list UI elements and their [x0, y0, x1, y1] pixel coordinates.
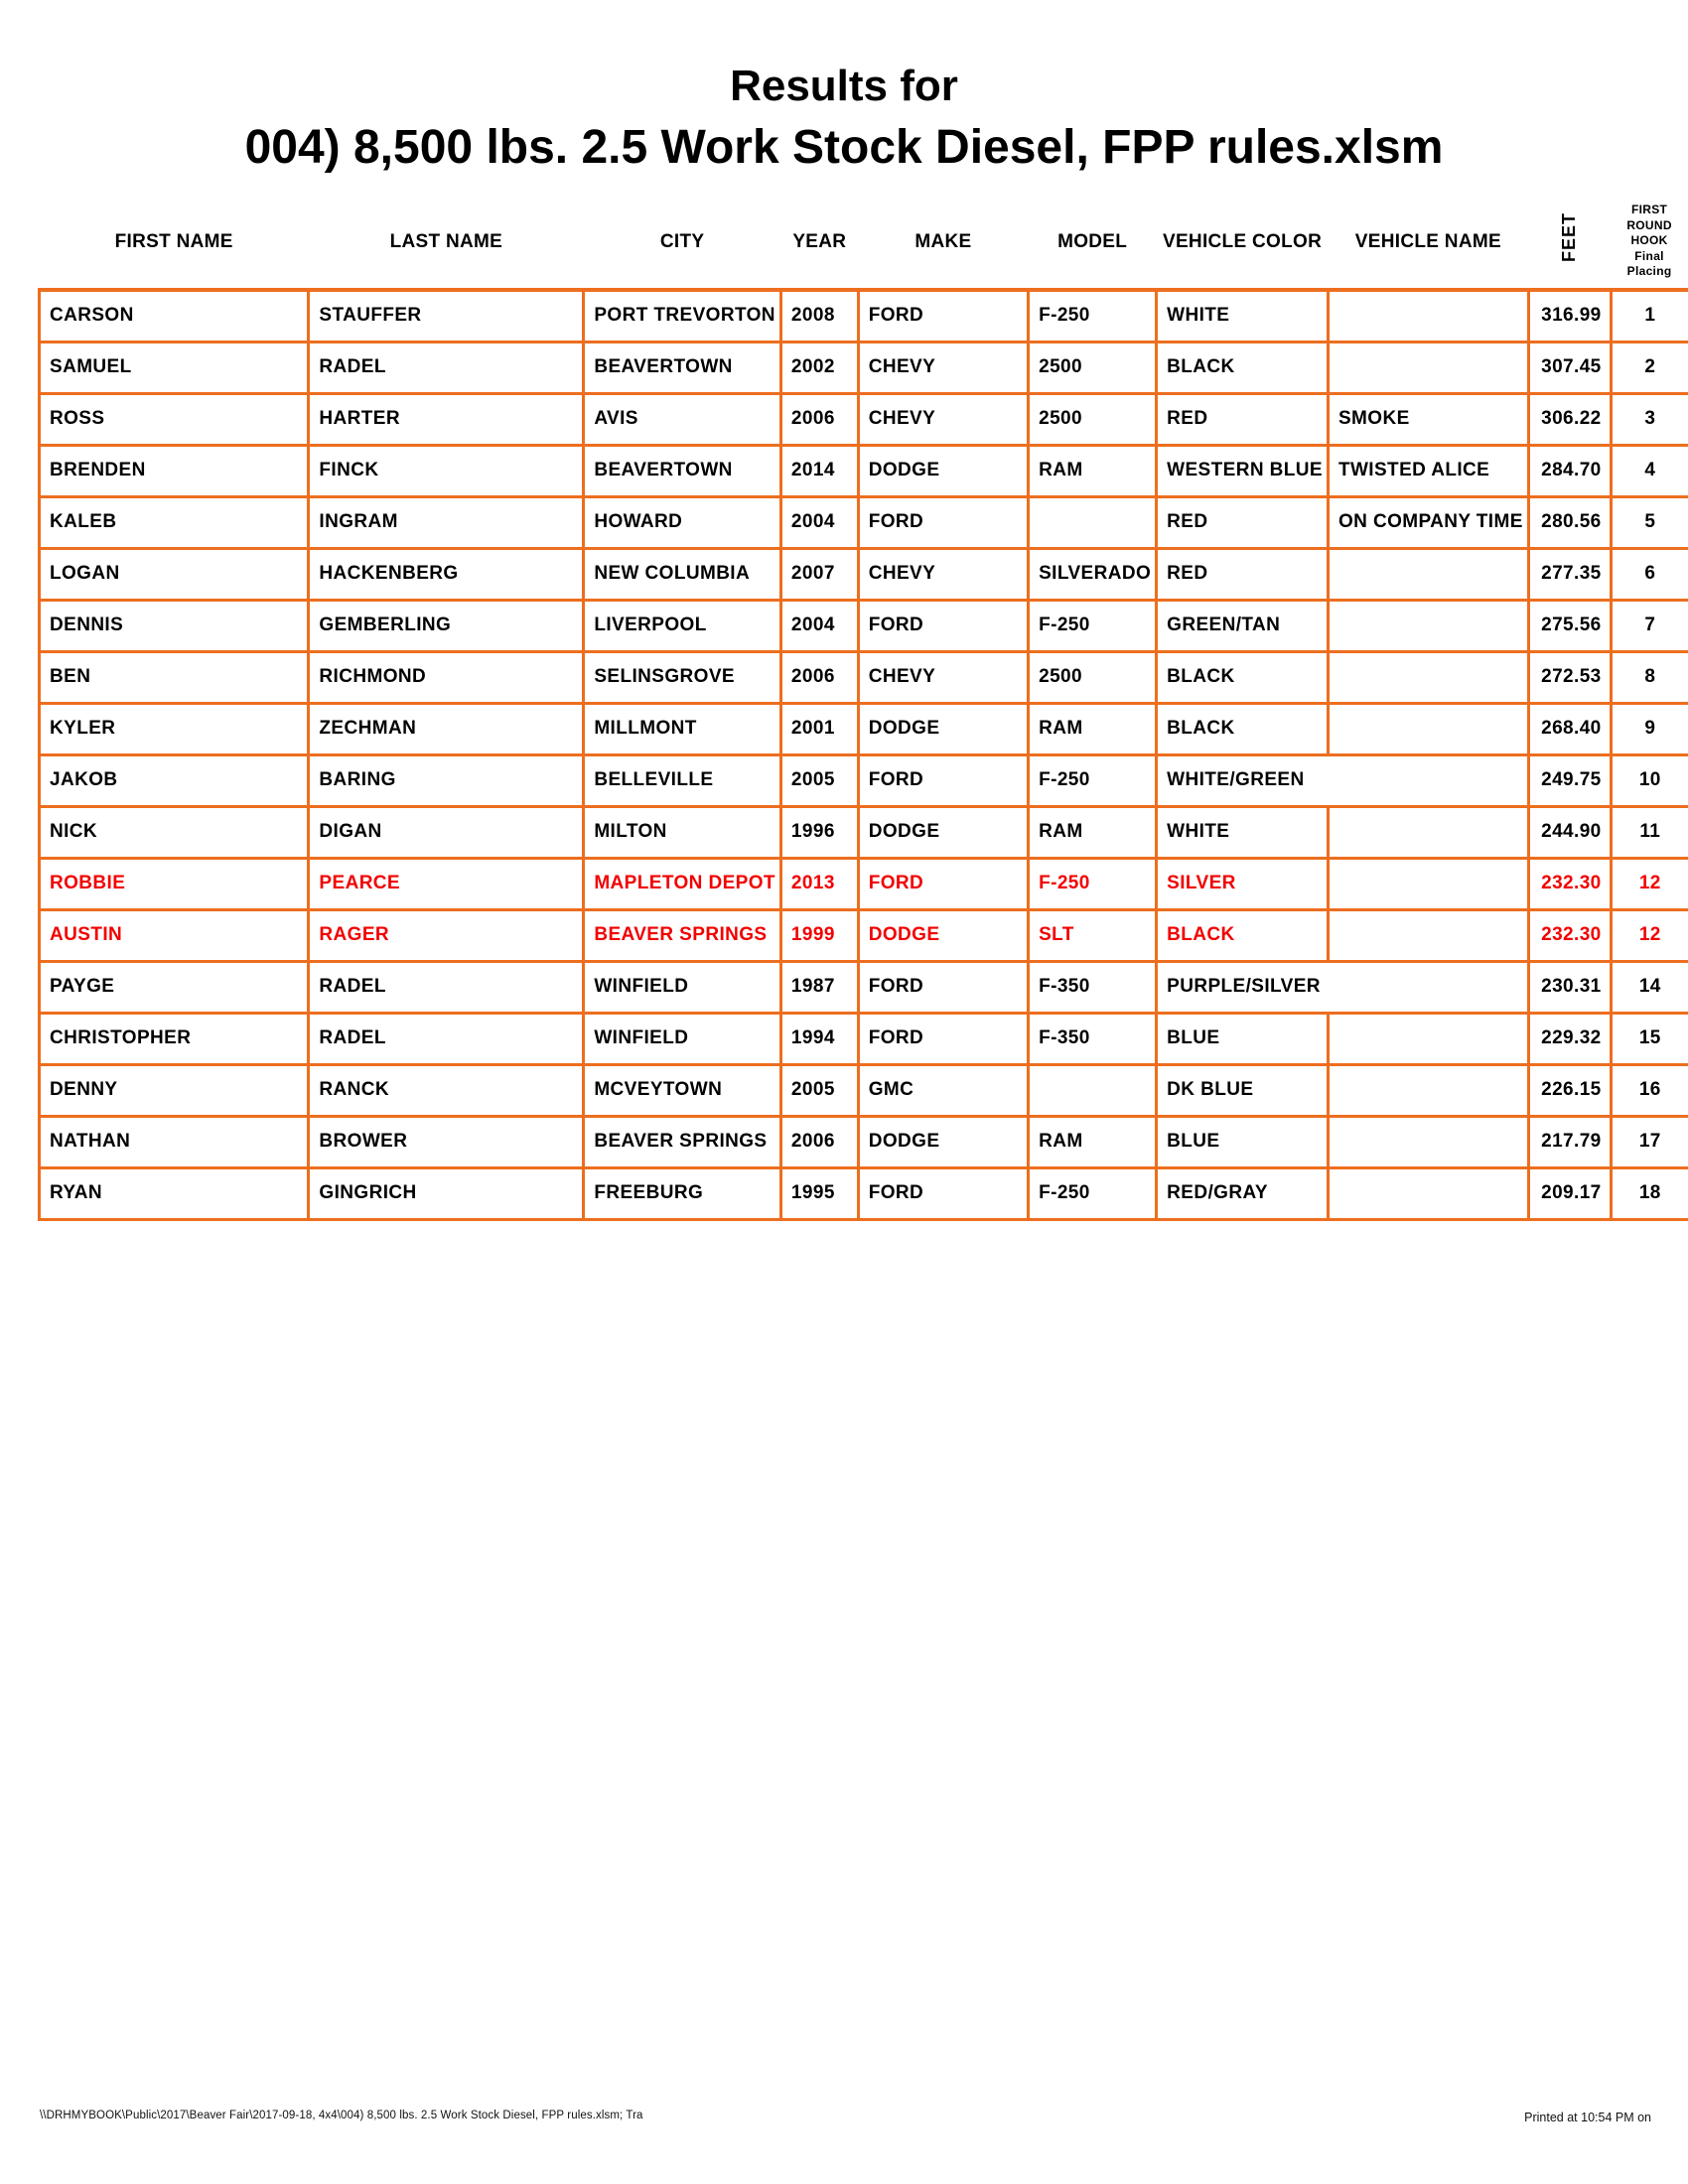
table-row: [40, 445, 1688, 496]
cell-year: 1994: [780, 1013, 858, 1064]
cell-last-name: ZECHMAN: [309, 703, 584, 754]
cell-last-name: HACKENBERG: [309, 548, 584, 600]
cell-vehicle-name: [1328, 909, 1528, 961]
cell-feet: 275.56: [1528, 600, 1611, 651]
cell-vehicle-name: [1328, 1116, 1528, 1167]
cell-model: F-250: [1029, 600, 1157, 651]
hook-header-line: ROUND: [1626, 217, 1672, 232]
cell-feet: 306.22: [1528, 393, 1611, 445]
cell-year: 2006: [780, 1116, 858, 1167]
column-header-make: MAKE: [914, 230, 972, 252]
cell-vehicle-name: [1328, 548, 1528, 600]
cell-model: RAM: [1029, 703, 1157, 754]
cell-model: F-350: [1029, 961, 1157, 1013]
cell-last-name: RADEL: [309, 1013, 584, 1064]
results-table: [38, 195, 1688, 1221]
cell-last-name: RADEL: [309, 961, 584, 1013]
cell-make: FORD: [858, 1013, 1028, 1064]
cell-feet: 217.79: [1528, 1116, 1611, 1167]
cell-vehicle-name: [1328, 1064, 1528, 1116]
cell-last-name: GEMBERLING: [309, 600, 584, 651]
cell-feet: 244.90: [1528, 806, 1611, 858]
cell-placing: 2: [1611, 341, 1688, 393]
cell-city: BEAVERTOWN: [584, 445, 781, 496]
cell-vehicle-color: BLACK: [1157, 703, 1329, 754]
cell-make: FORD: [858, 754, 1028, 806]
cell-model: 2500: [1029, 341, 1157, 393]
cell-year: 2001: [780, 703, 858, 754]
cell-year: 1996: [780, 806, 858, 858]
cell-first-name: PAYGE: [40, 961, 309, 1013]
page-title: Results for: [730, 62, 958, 110]
cell-model: F-350: [1029, 1013, 1157, 1064]
column-header-first-name: FIRST NAME: [114, 230, 233, 252]
table-row: [40, 703, 1688, 754]
cell-model: SILVERADO: [1029, 548, 1157, 600]
cell-make: DODGE: [858, 806, 1028, 858]
column-header-feet: [1528, 195, 1611, 290]
cell-last-name: RICHMOND: [309, 651, 584, 703]
cell-make: DODGE: [858, 445, 1028, 496]
table-row: [40, 548, 1688, 600]
hook-header-line: Final: [1634, 248, 1664, 263]
cell-vehicle-color: WHITE/GREEN: [1157, 754, 1529, 806]
cell-first-name: ROBBIE: [40, 858, 309, 909]
cell-first-name: KALEB: [40, 496, 309, 548]
cell-first-name: JAKOB: [40, 754, 309, 806]
cell-vehicle-name: TWISTED ALICE: [1328, 445, 1528, 496]
cell-placing: 12: [1611, 909, 1688, 961]
table-row: [40, 754, 1688, 806]
cell-model: SLT: [1029, 909, 1157, 961]
cell-city: MCVEYTOWN: [584, 1064, 781, 1116]
cell-make: CHEVY: [858, 548, 1028, 600]
cell-make: FORD: [858, 600, 1028, 651]
cell-year: 2004: [780, 496, 858, 548]
cell-first-name: RYAN: [40, 1167, 309, 1219]
cell-year: 2008: [780, 290, 858, 341]
cell-placing: 9: [1611, 703, 1688, 754]
cell-placing: 3: [1611, 393, 1688, 445]
cell-year: 2002: [780, 341, 858, 393]
cell-vehicle-name: [1328, 858, 1528, 909]
cell-last-name: RANCK: [309, 1064, 584, 1116]
cell-first-name: DENNIS: [40, 600, 309, 651]
results-table-container: [38, 195, 1688, 1221]
table-row: [40, 1064, 1688, 1116]
cell-vehicle-color: BLACK: [1157, 909, 1329, 961]
cell-first-name: BEN: [40, 651, 309, 703]
cell-placing: 1: [1611, 290, 1688, 341]
cell-year: 2005: [780, 1064, 858, 1116]
hook-header-line: HOOK: [1630, 233, 1668, 248]
cell-city: WINFIELD: [584, 1013, 781, 1064]
cell-placing: 7: [1611, 600, 1688, 651]
cell-placing: 12: [1611, 858, 1688, 909]
page-subtitle: 004) 8,500 lbs. 2.5 Work Stock Diesel, FPP rules.xlsm: [244, 121, 1444, 174]
cell-city: BEAVER SPRINGS: [584, 1116, 781, 1167]
cell-year: 2004: [780, 600, 858, 651]
cell-vehicle-name: [1328, 651, 1528, 703]
cell-make: FORD: [858, 961, 1028, 1013]
cell-vehicle-color: RED: [1157, 393, 1329, 445]
cell-city: MILLMONT: [584, 703, 781, 754]
table-row: [40, 496, 1688, 548]
cell-last-name: FINCK: [309, 445, 584, 496]
cell-make: DODGE: [858, 1116, 1028, 1167]
results-table-body: [40, 290, 1688, 1219]
table-row: [40, 961, 1688, 1013]
cell-vehicle-color: WESTERN BLUE: [1157, 445, 1329, 496]
column-header-city: CITY: [659, 230, 705, 252]
cell-last-name: RAGER: [309, 909, 584, 961]
cell-city: BEAVERTOWN: [584, 341, 781, 393]
cell-last-name: BROWER: [309, 1116, 584, 1167]
cell-feet: 232.30: [1528, 909, 1611, 961]
cell-model: [1029, 1064, 1157, 1116]
cell-feet: 277.35: [1528, 548, 1611, 600]
cell-first-name: ROSS: [40, 393, 309, 445]
cell-first-name: DENNY: [40, 1064, 309, 1116]
cell-placing: 10: [1611, 754, 1688, 806]
column-header-vehicle-color: VEHICLE COLOR: [1162, 230, 1323, 252]
cell-city: FREEBURG: [584, 1167, 781, 1219]
cell-first-name: CARSON: [40, 290, 309, 341]
cell-vehicle-color: GREEN/TAN: [1157, 600, 1329, 651]
hook-header-line: Placing: [1626, 264, 1672, 279]
cell-last-name: HARTER: [309, 393, 584, 445]
cell-year: 1987: [780, 961, 858, 1013]
cell-feet: 280.56: [1528, 496, 1611, 548]
cell-model: F-250: [1029, 858, 1157, 909]
cell-vehicle-color: BLACK: [1157, 341, 1329, 393]
column-header-model: MODEL: [1057, 230, 1128, 252]
table-row: [40, 806, 1688, 858]
cell-feet: 284.70: [1528, 445, 1611, 496]
cell-placing: 16: [1611, 1064, 1688, 1116]
cell-placing: 14: [1611, 961, 1688, 1013]
cell-vehicle-color: PURPLE/SILVER: [1157, 961, 1529, 1013]
cell-city: MILTON: [584, 806, 781, 858]
cell-model: 2500: [1029, 651, 1157, 703]
cell-vehicle-name: [1328, 806, 1528, 858]
cell-model: RAM: [1029, 806, 1157, 858]
table-row: [40, 858, 1688, 909]
cell-make: CHEVY: [858, 393, 1028, 445]
cell-first-name: SAMUEL: [40, 341, 309, 393]
cell-feet: 316.99: [1528, 290, 1611, 341]
cell-make: FORD: [858, 290, 1028, 341]
cell-first-name: NICK: [40, 806, 309, 858]
cell-feet: 232.30: [1528, 858, 1611, 909]
hook-header-line: FIRST: [1630, 203, 1668, 217]
table-row: [40, 290, 1688, 341]
cell-vehicle-color: RED: [1157, 496, 1329, 548]
feet-rotated-label: FEET: [1559, 211, 1580, 262]
table-row: [40, 909, 1688, 961]
cell-year: 2006: [780, 651, 858, 703]
cell-feet: 307.45: [1528, 341, 1611, 393]
cell-city: HOWARD: [584, 496, 781, 548]
cell-vehicle-color: DK BLUE: [1157, 1064, 1329, 1116]
table-row: [40, 1013, 1688, 1064]
cell-placing: 17: [1611, 1116, 1688, 1167]
cell-first-name: LOGAN: [40, 548, 309, 600]
cell-placing: 18: [1611, 1167, 1688, 1219]
table-row: [40, 1116, 1688, 1167]
cell-vehicle-name: [1328, 703, 1528, 754]
table-row: [40, 341, 1688, 393]
cell-city: PORT TREVORTON: [584, 290, 781, 341]
cell-vehicle-color: BLACK: [1157, 651, 1329, 703]
cell-vehicle-color: SILVER: [1157, 858, 1329, 909]
cell-make: FORD: [858, 496, 1028, 548]
cell-year: 2013: [780, 858, 858, 909]
cell-first-name: BRENDEN: [40, 445, 309, 496]
cell-feet: 229.32: [1528, 1013, 1611, 1064]
column-header-final-placing: [1611, 195, 1688, 290]
cell-first-name: CHRISTOPHER: [40, 1013, 309, 1064]
cell-last-name: STAUFFER: [309, 290, 584, 341]
cell-vehicle-name: [1328, 1167, 1528, 1219]
table-row: [40, 600, 1688, 651]
cell-feet: 272.53: [1528, 651, 1611, 703]
cell-year: 2014: [780, 445, 858, 496]
cell-city: WINFIELD: [584, 961, 781, 1013]
cell-feet: 226.15: [1528, 1064, 1611, 1116]
cell-vehicle-color: RED/GRAY: [1157, 1167, 1329, 1219]
cell-vehicle-color: BLUE: [1157, 1013, 1329, 1064]
cell-last-name: BARING: [309, 754, 584, 806]
cell-vehicle-color: BLUE: [1157, 1116, 1329, 1167]
cell-placing: 15: [1611, 1013, 1688, 1064]
footer-file-path: \\DRHMYBOOK\Public\2017\Beaver Fair\2017-09-18, 4x4\004) 8,500 lbs. 2.5 Work Stock Diesel, FPP rules.xlsm; Tra: [40, 2110, 643, 2121]
column-header-year: YEAR: [792, 230, 847, 252]
cell-model: RAM: [1029, 1116, 1157, 1167]
cell-placing: 11: [1611, 806, 1688, 858]
cell-city: LIVERPOOL: [584, 600, 781, 651]
cell-year: 1999: [780, 909, 858, 961]
cell-feet: 268.40: [1528, 703, 1611, 754]
cell-vehicle-name: ON COMPANY TIME: [1328, 496, 1528, 548]
cell-vehicle-color: RED: [1157, 548, 1329, 600]
cell-vehicle-color: WHITE: [1157, 806, 1329, 858]
cell-model: RAM: [1029, 445, 1157, 496]
table-header-row: [40, 195, 1688, 290]
cell-model: F-250: [1029, 754, 1157, 806]
cell-make: FORD: [858, 1167, 1028, 1219]
cell-year: 2007: [780, 548, 858, 600]
cell-first-name: KYLER: [40, 703, 309, 754]
cell-placing: 8: [1611, 651, 1688, 703]
cell-last-name: DIGAN: [309, 806, 584, 858]
cell-make: GMC: [858, 1064, 1028, 1116]
cell-make: CHEVY: [858, 651, 1028, 703]
cell-city: AVIS: [584, 393, 781, 445]
footer-printed-at: Printed at 10:54 PM on: [1524, 2111, 1651, 2124]
cell-vehicle-name: [1328, 600, 1528, 651]
cell-year: 2005: [780, 754, 858, 806]
cell-year: 1995: [780, 1167, 858, 1219]
cell-model: F-250: [1029, 290, 1157, 341]
cell-first-name: NATHAN: [40, 1116, 309, 1167]
cell-last-name: GINGRICH: [309, 1167, 584, 1219]
cell-city: MAPLETON DEPOT: [584, 858, 781, 909]
cell-city: NEW COLUMBIA: [584, 548, 781, 600]
cell-city: SELINSGROVE: [584, 651, 781, 703]
column-header-vehicle-name: VEHICLE NAME: [1354, 230, 1501, 252]
cell-last-name: PEARCE: [309, 858, 584, 909]
cell-feet: 249.75: [1528, 754, 1611, 806]
cell-vehicle-name: [1328, 341, 1528, 393]
cell-vehicle-name: SMOKE: [1328, 393, 1528, 445]
cell-vehicle-name: [1328, 290, 1528, 341]
cell-placing: 5: [1611, 496, 1688, 548]
cell-model: [1029, 496, 1157, 548]
cell-make: FORD: [858, 858, 1028, 909]
cell-vehicle-name: [1328, 1013, 1528, 1064]
cell-last-name: INGRAM: [309, 496, 584, 548]
cell-placing: 4: [1611, 445, 1688, 496]
cell-placing: 6: [1611, 548, 1688, 600]
table-row: [40, 1167, 1688, 1219]
cell-city: BELLEVILLE: [584, 754, 781, 806]
cell-last-name: RADEL: [309, 341, 584, 393]
column-header-last-name: LAST NAME: [389, 230, 503, 252]
cell-model: 2500: [1029, 393, 1157, 445]
cell-feet: 230.31: [1528, 961, 1611, 1013]
cell-make: DODGE: [858, 703, 1028, 754]
cell-make: DODGE: [858, 909, 1028, 961]
cell-feet: 209.17: [1528, 1167, 1611, 1219]
cell-first-name: AUSTIN: [40, 909, 309, 961]
table-row: [40, 393, 1688, 445]
cell-city: BEAVER SPRINGS: [584, 909, 781, 961]
cell-year: 2006: [780, 393, 858, 445]
cell-model: F-250: [1029, 1167, 1157, 1219]
table-row: [40, 651, 1688, 703]
cell-make: CHEVY: [858, 341, 1028, 393]
cell-vehicle-color: WHITE: [1157, 290, 1329, 341]
